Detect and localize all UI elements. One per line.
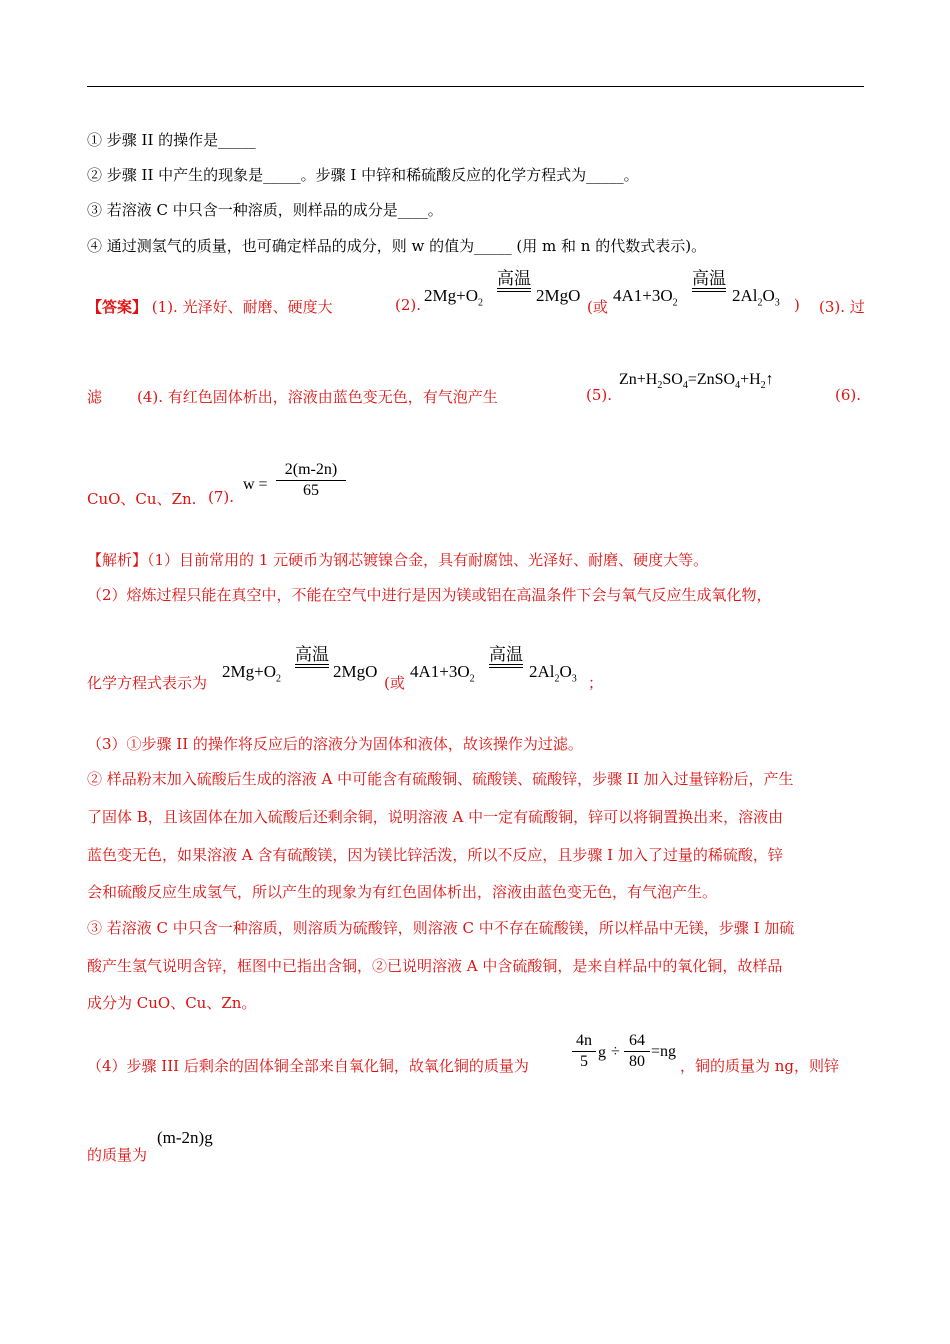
- analysis-4: （3）①步骤 II 的操作将反应后的溶液分为固体和液体，故该操作为过滤。: [87, 735, 583, 753]
- analysis-equation-mgo: 2MgO: [333, 662, 378, 681]
- answer-3-num: (3). 过: [819, 298, 865, 316]
- answer-3-tail: 滤: [87, 388, 103, 406]
- analysis-6-line-1: ③ 若溶液 C 中只含一种溶质，则溶质为硫酸锌，则溶液 C 中不存在硫酸镁，所以样品中无镁，步骤 I 加硫: [87, 919, 795, 937]
- answer-7-num: (7).: [208, 488, 235, 506]
- w-denominator: 65: [303, 482, 319, 499]
- header-rule: [87, 86, 864, 87]
- analysis-5-line-1: ② 样品粉末加入硫酸后生成的溶液 A 中可能含有硫酸铜、硫酸镁、硫酸锌，步骤 II 加入过量锌粉后，产生: [87, 770, 794, 788]
- analysis-or-open: (或: [384, 674, 405, 692]
- analysis-6-line-2: 酸产生氢气说明含锌，框图中已指出含铜，②已说明溶液 A 中含硫酸铜，是来自样品中的氧化铜，故样品: [87, 957, 783, 975]
- analysis-2: （2）熔炼过程只能在真空中，不能在空气中进行是因为镁或铝在高温条件下会与氧气反应生成氧化物，: [87, 586, 772, 604]
- question-1: ① 步骤 II 的操作是_____: [87, 131, 256, 149]
- mass-fraction-1: 4n 5: [572, 1031, 596, 1072]
- w-fraction: [276, 460, 346, 501]
- analysis-arrow-2: 高温: [486, 646, 526, 668]
- answer-label: 【答案】: [87, 298, 148, 316]
- answer-2-num: (2).: [395, 296, 422, 314]
- analysis-3-prefix: 化学方程式表示为: [87, 674, 208, 692]
- question-4: ④ 通过测氢气的质量，也可确定样品的成分，则 w 的值为_____ (用 m 和 n 的代数式表示)。: [87, 237, 707, 255]
- answer-1: (1). 光泽好、耐磨、硬度大: [151, 298, 333, 316]
- answer-line-1: [87, 296, 333, 318]
- equals-ng: =ng: [651, 1043, 677, 1060]
- condition-arrow-1: 高温: [494, 270, 534, 292]
- answer-5-num: (5).: [586, 386, 613, 404]
- equation-mg: $2Mg+O_2$: [424, 286, 483, 309]
- equation-al2o3: $2Al_2O_3$: [732, 286, 780, 309]
- analysis-equation-al: $4A1+3O_2$: [410, 662, 475, 685]
- analysis-1: 【解析】（1）目前常用的 1 元硬币为钢芯镀镍合金，具有耐腐蚀、光泽好、耐磨、硬度大等。: [87, 551, 709, 569]
- analysis-arrow-1: 高温: [292, 646, 332, 668]
- analysis-5-line-4: 会和硫酸反应生成氢气，所以产生的现象为有红色固体析出，溶液由蓝色变无色，有气泡产生。: [87, 883, 718, 901]
- analysis-equation-mg: $2Mg+O_2$: [222, 662, 281, 685]
- equation-zn: $Zn+H_2SO_4=ZnSO_4+H_2↑$: [619, 371, 774, 392]
- analysis-6-line-3: 成分为 CuO、Cu、Zn。: [87, 994, 257, 1012]
- condition-arrow-2: 高温: [689, 270, 729, 292]
- w-lhs: w =: [243, 476, 268, 493]
- analysis-equation-al2o3: $2Al_2O_3$: [529, 662, 577, 685]
- question-2: ② 步骤 II 中产生的现象是_____。步骤 I 中锌和稀硫酸反应的化学方程式为_____。: [87, 166, 639, 184]
- equation-mgo: 2MgO: [536, 286, 581, 305]
- answer-4: (4). 有红色固体析出，溶液由蓝色变无色，有气泡产生: [137, 388, 498, 406]
- mass-fraction-2: 64 80: [624, 1031, 650, 1072]
- divide-sign: ÷: [611, 1043, 620, 1060]
- equation-al: $4A1+3O_2$: [613, 286, 678, 309]
- analysis-8-prefix: 的质量为: [87, 1146, 148, 1164]
- answer-6: CuO、Cu、Zn.: [87, 490, 197, 508]
- question-3: ③ 若溶液 C 中只含一种溶质，则样品的成分是____。: [87, 201, 443, 219]
- close-paren: ): [794, 296, 800, 314]
- analysis-3-tail: ；: [588, 674, 604, 692]
- zinc-mass-expression: (m-2n)g: [157, 1128, 213, 1147]
- w-numerator: 2(m-2n): [284, 461, 338, 478]
- analysis-5-line-3: 蓝色变无色，如果溶液 A 含有硫酸镁，因为镁比锌活泼，所以不反应，且步骤 I 加入了过量的稀硫酸，锌: [87, 846, 783, 864]
- answer-6-num: (6).: [835, 386, 862, 404]
- analysis-7-post: ，铜的质量为 ng，则锌: [680, 1057, 840, 1075]
- analysis-7-prefix: （4）步骤 III 后剩余的固体铜全部来自氧化铜，故氧化铜的质量为: [87, 1057, 529, 1075]
- unit-g: g: [598, 1044, 606, 1061]
- or-open: (或: [587, 298, 608, 316]
- analysis-5-line-2: 了固体 B，且该固体在加入硫酸后还剩余铜，说明溶液 A 中一定有硫酸铜，锌可以将铜置换出来，溶液由: [87, 808, 784, 826]
